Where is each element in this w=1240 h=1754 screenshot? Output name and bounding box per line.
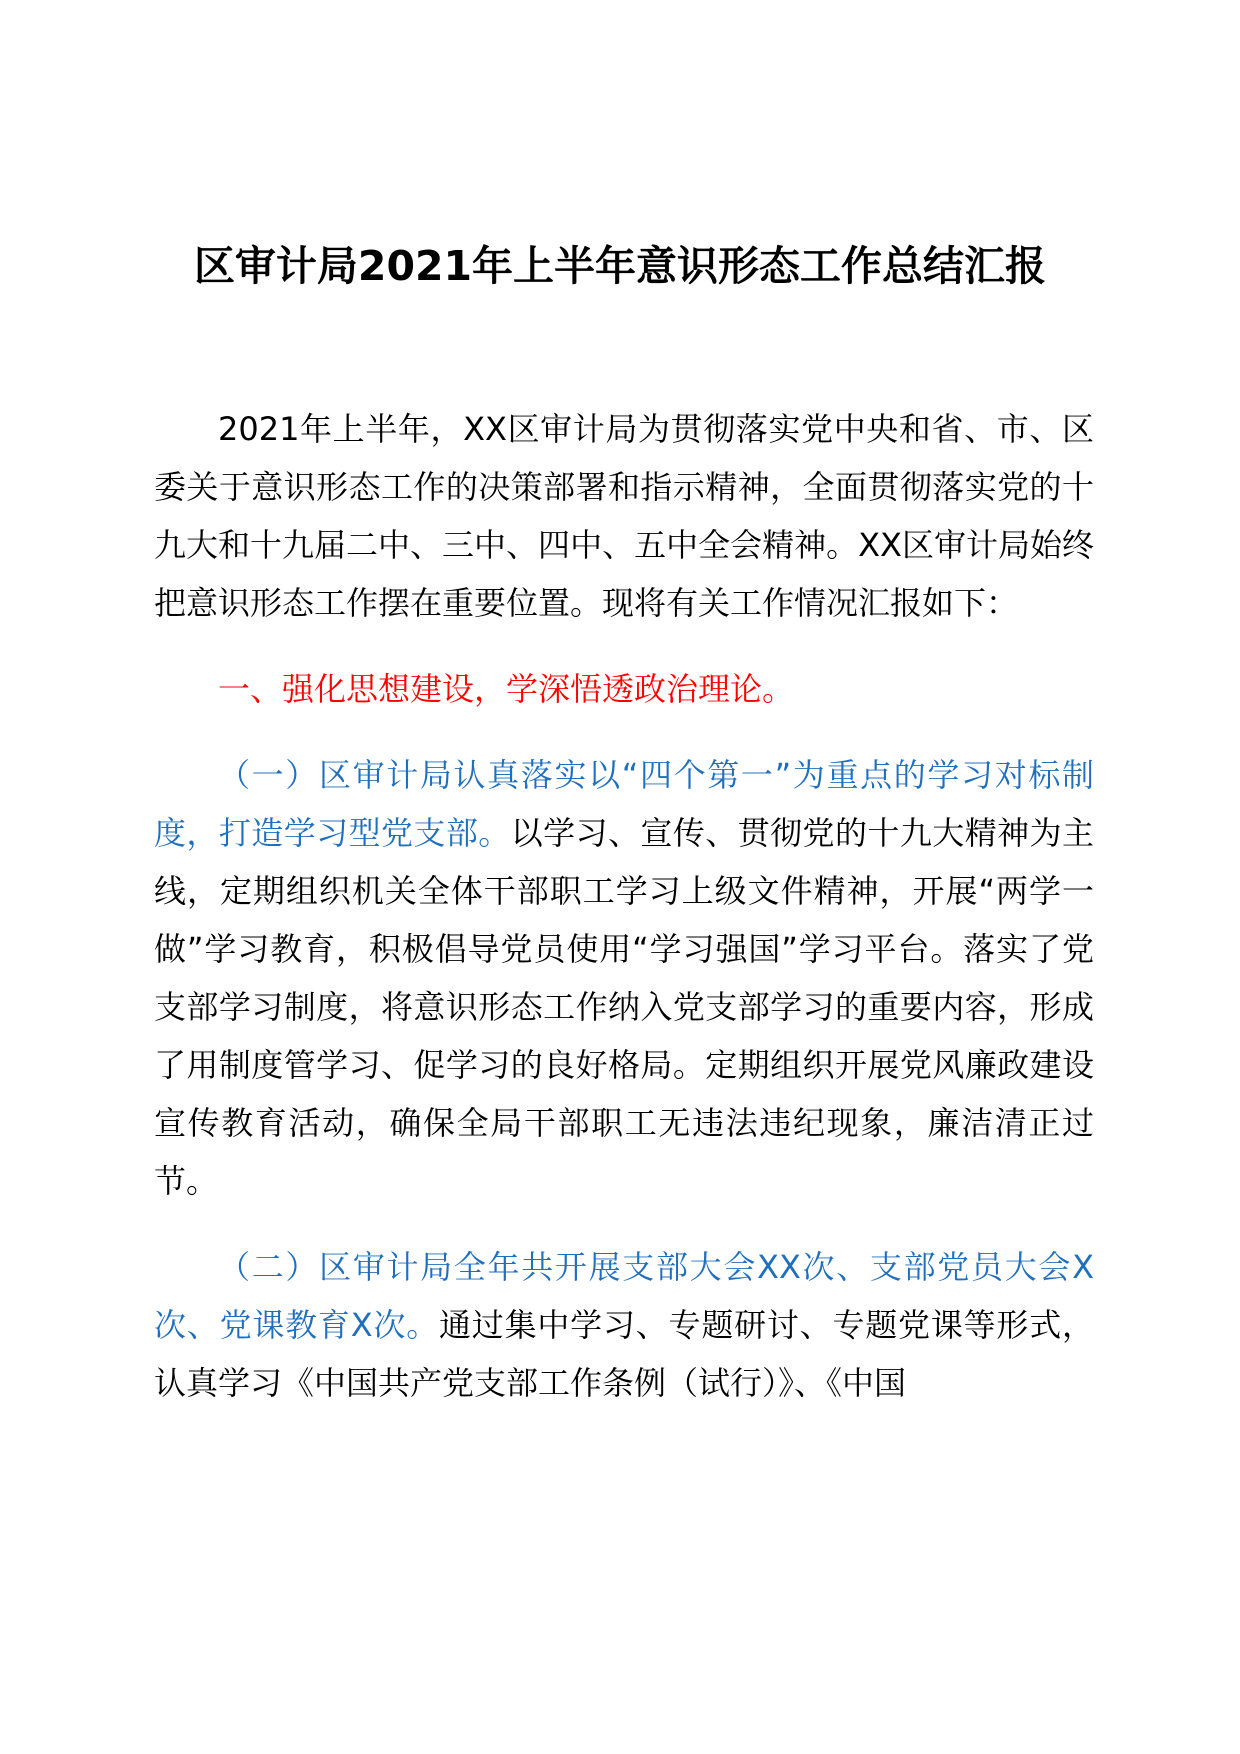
document-body (154, 400, 1094, 1440)
item-lead-2: （二）区审计局全年共开展支部大会XX次、支部党员大会X次、党课教育X次。 (154, 1248, 1094, 1344)
item-body-2: 通过集中学习、专题研讨、专题党课等形式，认真学习《中国共产党支部工作条例（试行）》、《中国 (154, 1306, 1094, 1402)
item-paragraph-1 (154, 746, 1094, 1210)
item-paragraph-2 (154, 1238, 1094, 1412)
item-body-1: 以学习、宣传、贯彻党的十九大精神为主线，定期组织机关全体干部职工学习上级文件精神，开展“两学一做”学习教育，积极倡导党员使用“学习强国”学习平台。落实了党支部学习制度，将意识形态工作纳入党支部学习的重要内容，形成了用制度管学习、促学习的良好格局。定期组织开展党风廉政建设宣传教育活动，确保全局干部职工无违法违纪现象，廉洁清正过节。 (154, 814, 1094, 1200)
document-title: 区审计局2021年上半年意识形态工作总结汇报 (193, 242, 1047, 290)
section-heading (154, 660, 1094, 718)
intro-paragraph: 2021年上半年，XX区审计局为贯彻落实党中央和省、市、区委关于意识形态工作的决策部署和指示精神，全面贯彻落实党的十九大和十九届二中、三中、四中、五中全会精神。XX区审计局始终把意识形态工作摆在重要位置。现将有关工作情况汇报如下： (154, 410, 1094, 622)
item-lead-1: （一）区审计局认真落实以“四个第一”为重点的学习对标制度，打造学习型党支部。 (154, 756, 1094, 852)
section-heading-text: 一、强化思想建设，学深悟透政治理论。 (218, 670, 795, 708)
